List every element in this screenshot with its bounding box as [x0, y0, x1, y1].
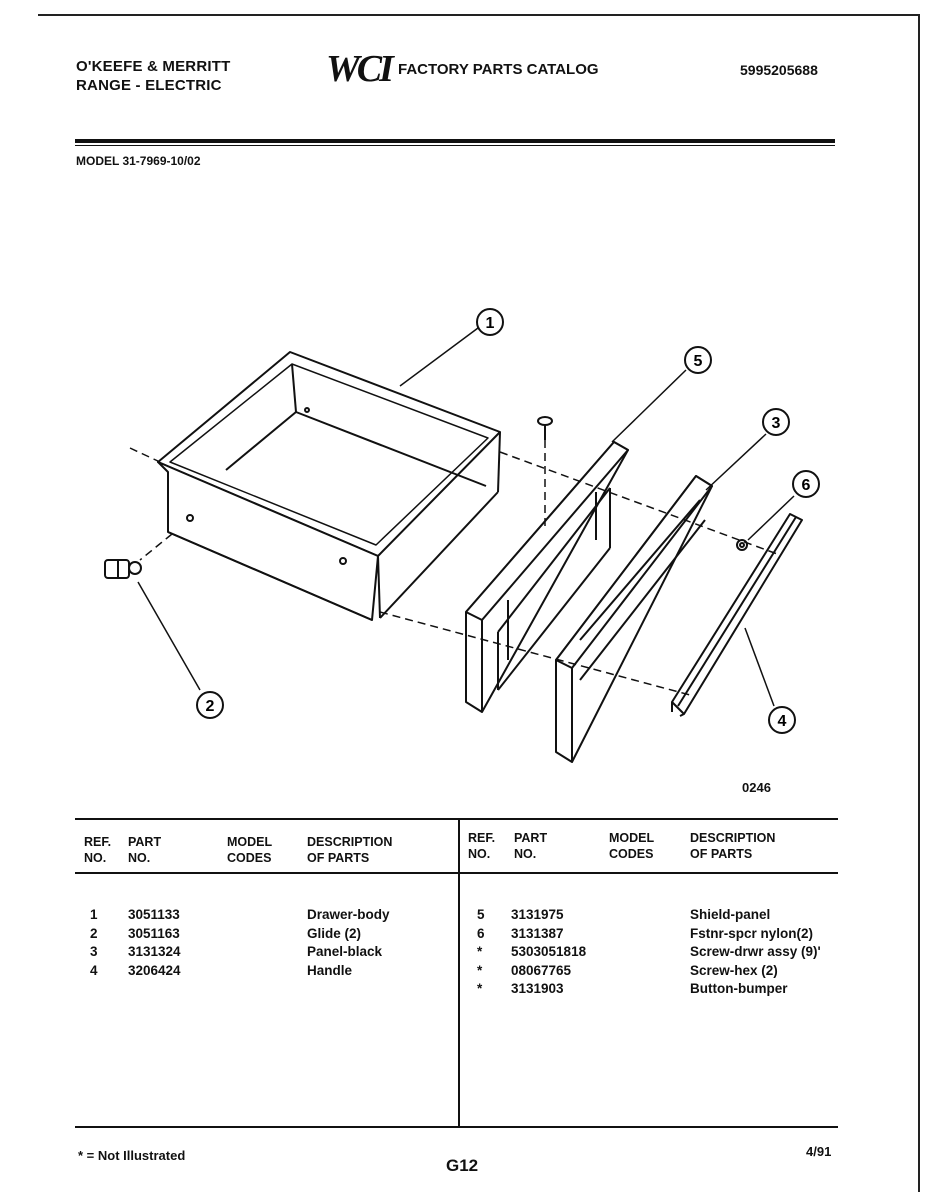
table-cell: 5: [477, 907, 485, 922]
callout-1: [477, 309, 503, 335]
not-illustrated-note: * = Not Illustrated: [78, 1148, 186, 1163]
left-desc-column: [307, 906, 390, 980]
table-cell: *: [477, 981, 483, 996]
figure-code: 0246: [742, 780, 771, 795]
table-cell: 3131975: [511, 907, 564, 922]
table-cell: 08067765: [511, 962, 572, 978]
callout-6: [793, 471, 819, 497]
right-desc-column: [690, 906, 821, 999]
model-number: MODEL 31-7969-10/02: [76, 154, 201, 168]
header-desc-left: DESCRIPTION OF PARTS: [307, 835, 393, 865]
table-header-rule: [75, 872, 838, 874]
brand-line-1: O'KEEFE & MERRITT: [76, 58, 231, 75]
brand-line-2: RANGE - ELECTRIC: [76, 77, 222, 94]
callout-2-label: 2: [205, 698, 215, 715]
header-model-right: MODEL CODES: [609, 831, 655, 861]
table-cell: Glide (2): [307, 925, 362, 941]
header-part-right: PART NO.: [514, 831, 548, 861]
table-cell: Screw-drwr assy (9)': [690, 944, 821, 959]
screw-part: [538, 417, 552, 440]
wci-logo: WCI: [326, 48, 391, 90]
table-cell: Drawer-body: [307, 907, 390, 922]
table-cell: 3131324: [128, 944, 181, 959]
header-desc-right: DESCRIPTION OF PARTS: [690, 831, 776, 861]
page-number: G12: [446, 1156, 479, 1175]
table-cell: 6: [477, 925, 485, 941]
table-cell: *: [477, 944, 483, 959]
header-ref-right: REF. NO.: [468, 831, 496, 861]
callout-4: [769, 707, 795, 733]
right-part-column: [511, 906, 586, 999]
callout-6-label: 6: [801, 477, 811, 494]
callout-5: [685, 347, 711, 373]
header-model-left: MODEL CODES: [227, 835, 273, 865]
table-bottom-rule: [75, 1126, 838, 1128]
callout-3-label: 3: [771, 415, 781, 432]
table-cell: Handle: [307, 962, 353, 978]
glide-part: [105, 560, 141, 578]
spacer-part: [737, 540, 747, 550]
callout-2: [197, 692, 223, 718]
document-number: 5995205688: [740, 62, 818, 78]
left-ref-column: [90, 906, 98, 980]
right-ref-column: [477, 906, 485, 999]
left-part-column: [128, 906, 181, 980]
table-cell: *: [477, 962, 483, 978]
table-cell: 4: [90, 962, 98, 978]
table-cell: Shield-panel: [690, 907, 771, 922]
table-column-divider: [458, 818, 460, 1126]
table-cell: 3051163: [128, 925, 180, 941]
header-ref-left: REF. NO.: [84, 835, 112, 865]
table-cell: 1: [90, 907, 98, 922]
drawer-body-part: [158, 352, 500, 620]
table-cell: Screw-hex (2): [690, 962, 778, 978]
table-cell: 3: [90, 944, 98, 959]
catalog-date: 4/91: [806, 1144, 832, 1159]
table-cell: Fstnr-spcr nylon(2): [690, 925, 814, 941]
catalog-title: FACTORY PARTS CATALOG: [398, 61, 599, 78]
callout-1-label: 1: [485, 315, 495, 332]
table-cell: 3131387: [511, 925, 564, 941]
callout-5-label: 5: [693, 353, 703, 370]
table-cell: 2: [90, 925, 98, 941]
table-cell: 5303051818: [511, 944, 587, 959]
table-cell: Panel-black: [307, 944, 383, 959]
callout-3: [763, 409, 789, 435]
table-cell: Button-bumper: [690, 981, 788, 996]
table-cell: 3051133: [128, 907, 180, 922]
callout-4-label: 4: [777, 713, 787, 730]
header-part-left: PART NO.: [128, 835, 162, 865]
table-top-rule: [75, 818, 838, 820]
table-cell: 3131903: [511, 981, 564, 996]
table-cell: 3206424: [128, 962, 181, 978]
